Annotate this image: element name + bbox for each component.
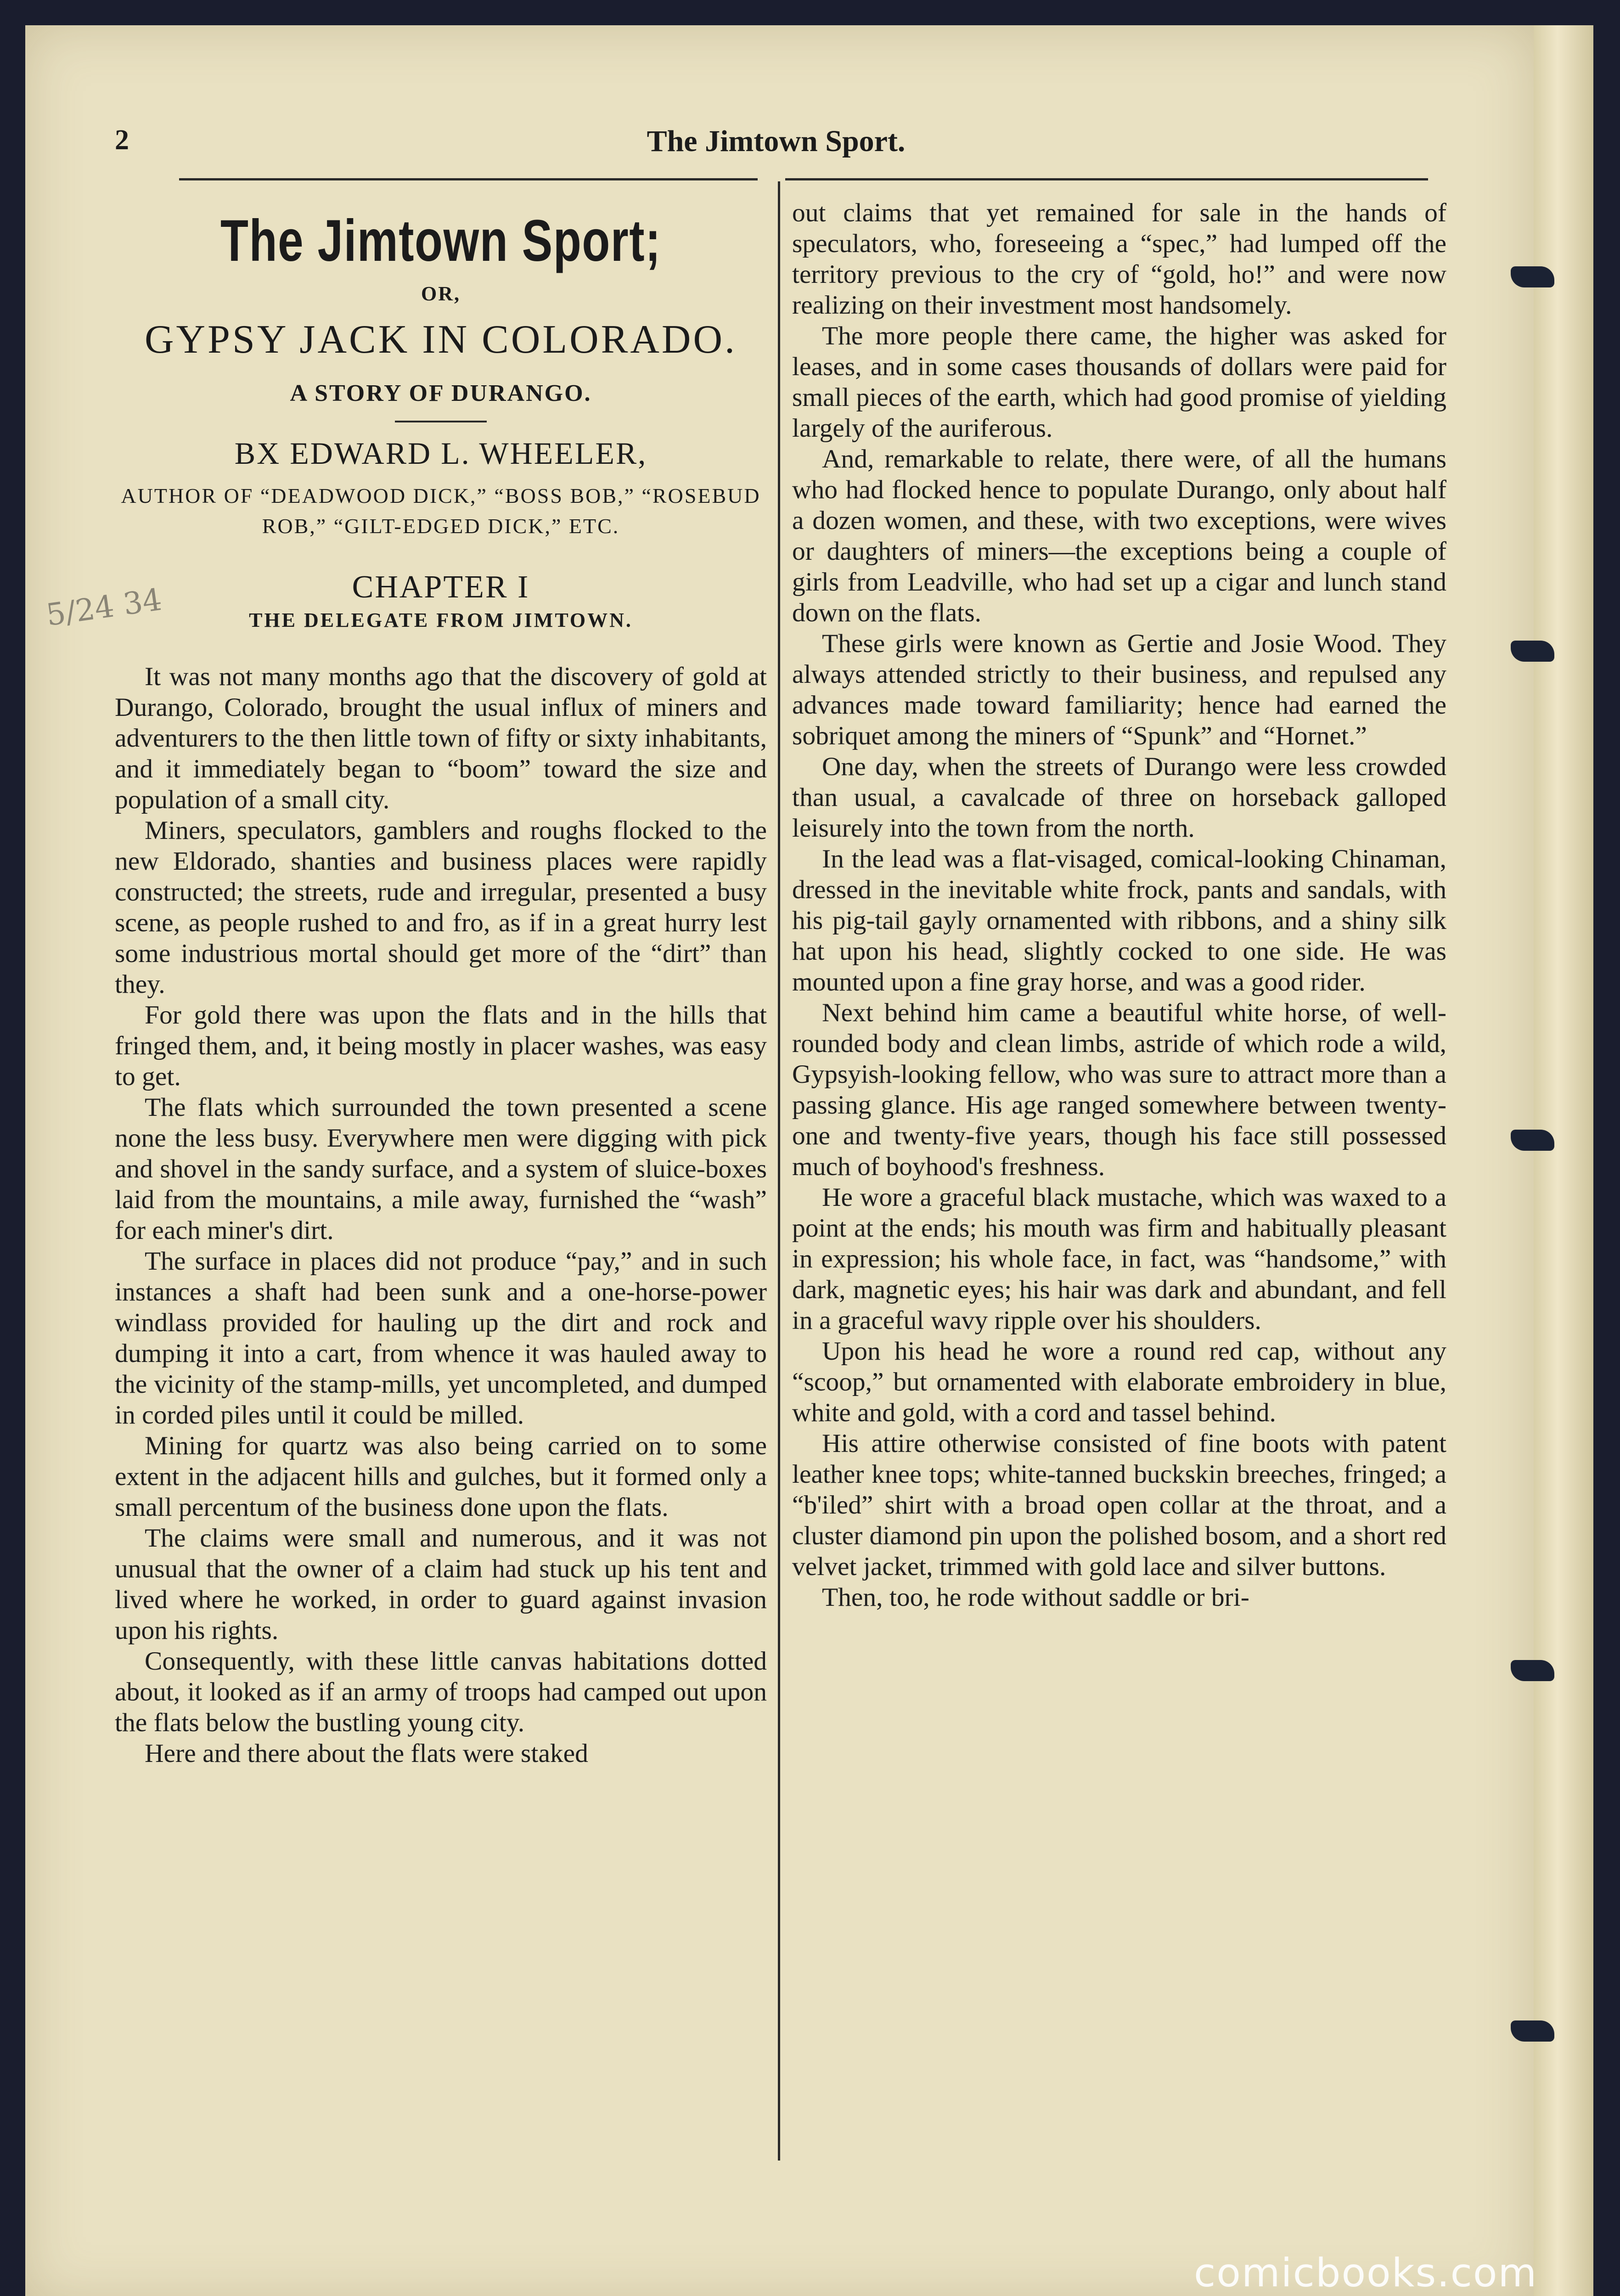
staple-icon (1511, 1130, 1554, 1151)
paragraph: Then, too, he rode without saddle or bri- (822, 1583, 1249, 1612)
paragraph: out claims that yet remained for sale in the hands of speculators, who, foreseeing a “spec,” had lumped off the territory previous to the cry of “gold, ho!” and were now realizing on their investment most handsomely. (792, 198, 1446, 320)
paragraph: Miners, speculators, gamblers and roughs flocked to the new Eldorado, shanties and business places were rapidly constructed; the streets, rude and irregular, presented a busy scene, as people rushed to and fro, as if in a great hurry lest some industrious mortal should get more of the “dirt” than they. (115, 816, 767, 999)
running-title: The Jimtown Sport. (647, 124, 906, 158)
page-number: 2 (115, 124, 129, 156)
staple-icon (1511, 641, 1554, 662)
paragraph: The more people there came, the higher was asked for leases, and in some cases thousands of dollars were paid for small pieces of the earth, which had good promise of yielding largely of the auriferous. (792, 321, 1446, 443)
left-column (115, 661, 767, 1769)
page-spine (1534, 25, 1593, 2296)
paragraph: The flats which surrounded the town presented a scene none the less busy. Everywhere men were digging with pick and shovel in the sandy surface, and a system of sluice-boxes laid from the mountains, a mile away, furnished the “wash” for each miner's dirt. (115, 1093, 767, 1245)
staple-icon (1511, 1660, 1554, 1681)
header-rule (785, 178, 1428, 180)
story-tagline: A STORY OF DURANGO. (290, 380, 592, 406)
scan-background (1593, 0, 1620, 2296)
author-byline: BX EDWARD L. WHEELER, (234, 436, 647, 471)
paragraph: In the lead was a flat-visaged, comical-looking Chinaman, dressed in the inevitable white frock, pants and sandals, with his pig-tail gayly ornamented with ribbons, and a shiny silk hat upon his head, slightly cocked to one side. He was mounted upon a fine gray horse, and was a good rider. (792, 844, 1446, 996)
staple-icon (1511, 2020, 1554, 2042)
paragraph: Consequently, with these little canvas habitations dotted about, it looked as if an army of troops had camped out upon the flats below the bustling young city. (115, 1647, 767, 1737)
staple-icon (1511, 266, 1554, 287)
paragraph: The surface in places did not produce “pay,” and in such instances a shaft had been sunk and a one-horse-power windlass provided for hauling up the dirt and rock and dumping it into a cart, from whence it was hauled away to the vicinity of the stamp-mills, yet uncompleted, and dumped in corded piles until it could be milled. (115, 1247, 767, 1429)
paragraph: It was not many months ago that the discovery of gold at Durango, Colorado, brought the usual influx of miners and adventurers to the then little town of fifty or sixty inhabitants, and it immediately began to “boom” toward the size and population of a small city. (115, 662, 767, 814)
page-header (106, 124, 1446, 161)
paragraph: The claims were small and numerous, and it was not unusual that the owner of a claim had stuck up his tent and lived where he worked, in order to guard against invasion upon his rights. (115, 1524, 767, 1645)
paragraph: Mining for quartz was also being carried on to some extent in the adjacent hills and gulches, but it formed only a small percentum of the business done upon the flats. (115, 1431, 767, 1522)
site-watermark: comicbooks.com (1194, 2250, 1538, 2296)
or-line: OR, (421, 282, 461, 305)
story-title: The Jimtown Sport; (220, 208, 661, 274)
paragraph: One day, when the streets of Durango were less crowded than usual, a cavalcade of three on horseback galloped leisurely into the town from the north. (792, 752, 1446, 843)
pencil-annotation: 5/24 34 (44, 581, 164, 633)
paragraph: And, remarkable to relate, there were, of all the humans who had flocked hence to populate Durango, only about half a dozen women, and these, with two exceptions, were wives or daughters of miners—the exceptions being a couple of girls from Leadville, who had set up a cigar and lunch stand down on the flats. (792, 445, 1446, 627)
story-title-block (115, 202, 767, 632)
story-subtitle: GYPSY JACK IN COLORADO. (144, 317, 737, 362)
author-credits: AUTHOR OF “DEADWOOD DICK,” “BOSS BOB,” “ROSEBUD ROB,” “GILT-EDGED DICK,” ETC. (121, 484, 761, 538)
chapter-title: THE DELEGATE FROM JIMTOWN. (249, 609, 633, 631)
paragraph: He wore a graceful black mustache, which was waxed to a point at the ends; his mouth was firm and habitually pleasant in expression; his whole face, in fact, was “handsome,” with dark, magnetic eyes; his hair was dark and abundant, and fell in a graceful wavy ripple over his shoulders. (792, 1183, 1446, 1335)
paragraph: These girls were known as Gertie and Josie Wood. They always attended strictly to their business, and repulsed any advances made toward familiarity; hence had earned the sobriquet among the miners of “Spunk” and “Hornet.” (792, 629, 1446, 750)
column-divider (778, 181, 780, 2161)
paragraph: Upon his head he wore a round red cap, without any “scoop,” but ornamented with elaborate embroidery in blue, white and gold, with a cord and tassel behind. (792, 1337, 1446, 1427)
header-rule (179, 178, 758, 180)
paragraph: Here and there about the flats were staked (145, 1739, 588, 1768)
paragraph: Next behind him came a beautiful white horse, of well-rounded body and clean limbs, astride of which rode a wild, Gypsyish-looking fellow, who was sure to attract more than a passing glance. His age ranged somewhere between twenty-one and twenty-five years, though his face still possessed much of boyhood's freshness. (792, 998, 1446, 1181)
paragraph: His attire otherwise consisted of fine boots with patent leather knee tops; white-tanned buckskin breeches, fringed; a “b'iled” shirt with a broad open collar at the throat, and a cluster diamond pin upon the polished bosom, and a short red velvet jacket, trimmed with gold lace and silver buttons. (792, 1429, 1446, 1581)
chapter-heading: CHAPTER I (352, 569, 530, 605)
right-column (792, 197, 1446, 1613)
paragraph: For gold there was upon the flats and in the hills that fringed them, and, it being mostly in placer washes, was easy to get. (115, 1001, 767, 1091)
title-rule (395, 421, 487, 422)
